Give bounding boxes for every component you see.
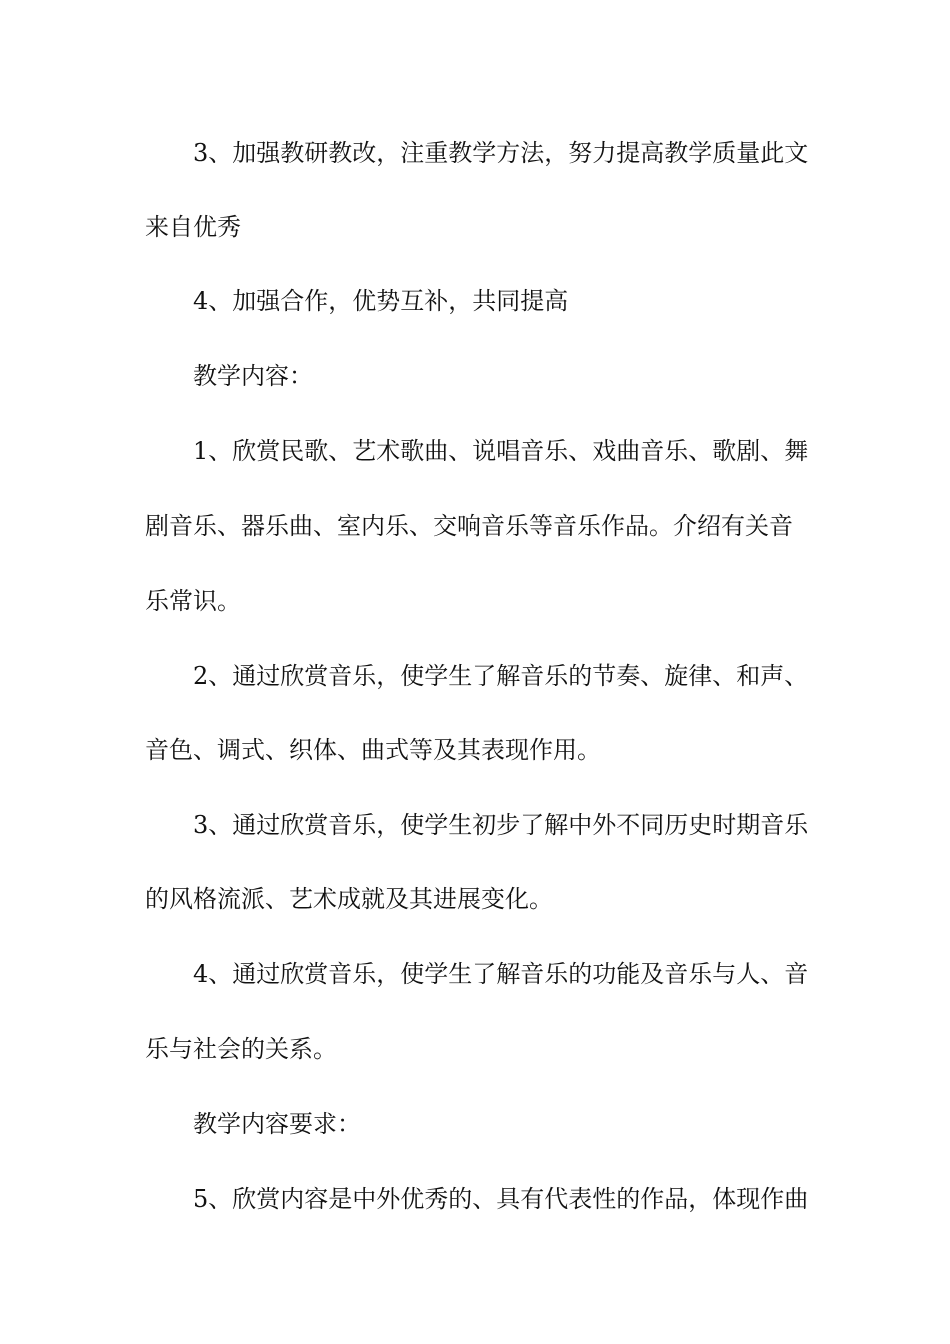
section-heading: 教学内容：: [193, 362, 313, 390]
text-line: 2、通过欣赏音乐，使学生了解音乐的节奏、旋律、和声、: [193, 662, 809, 690]
section-heading: 教学内容要求：: [193, 1110, 361, 1138]
text-line: 1、欣赏民歌、艺术歌曲、说唱音乐、戏曲音乐、歌剧、舞: [193, 437, 809, 465]
text-line: 乐常识。: [145, 587, 241, 615]
text-line: 的风格流派、艺术成就及其进展变化。: [145, 885, 553, 913]
text-line: 4、通过欣赏音乐，使学生了解音乐的功能及音乐与人、音: [193, 960, 809, 988]
text-line: 5、欣赏内容是中外优秀的、具有代表性的作品，体现作曲: [193, 1185, 809, 1213]
text-line: 音色、调式、织体、曲式等及其表现作用。: [145, 736, 601, 764]
text-line: 4、加强合作，优势互补，共同提高: [193, 287, 569, 315]
text-line: 3、通过欣赏音乐，使学生初步了解中外不同历史时期音乐: [193, 811, 809, 839]
text-line: 3、加强教研教改，注重教学方法，努力提高教学质量此文: [193, 139, 809, 167]
text-line: 剧音乐、器乐曲、室内乐、交响音乐等音乐作品。介绍有关音: [145, 512, 793, 540]
text-line: 来自优秀: [145, 213, 241, 241]
text-line: 乐与社会的关系。: [145, 1035, 337, 1063]
